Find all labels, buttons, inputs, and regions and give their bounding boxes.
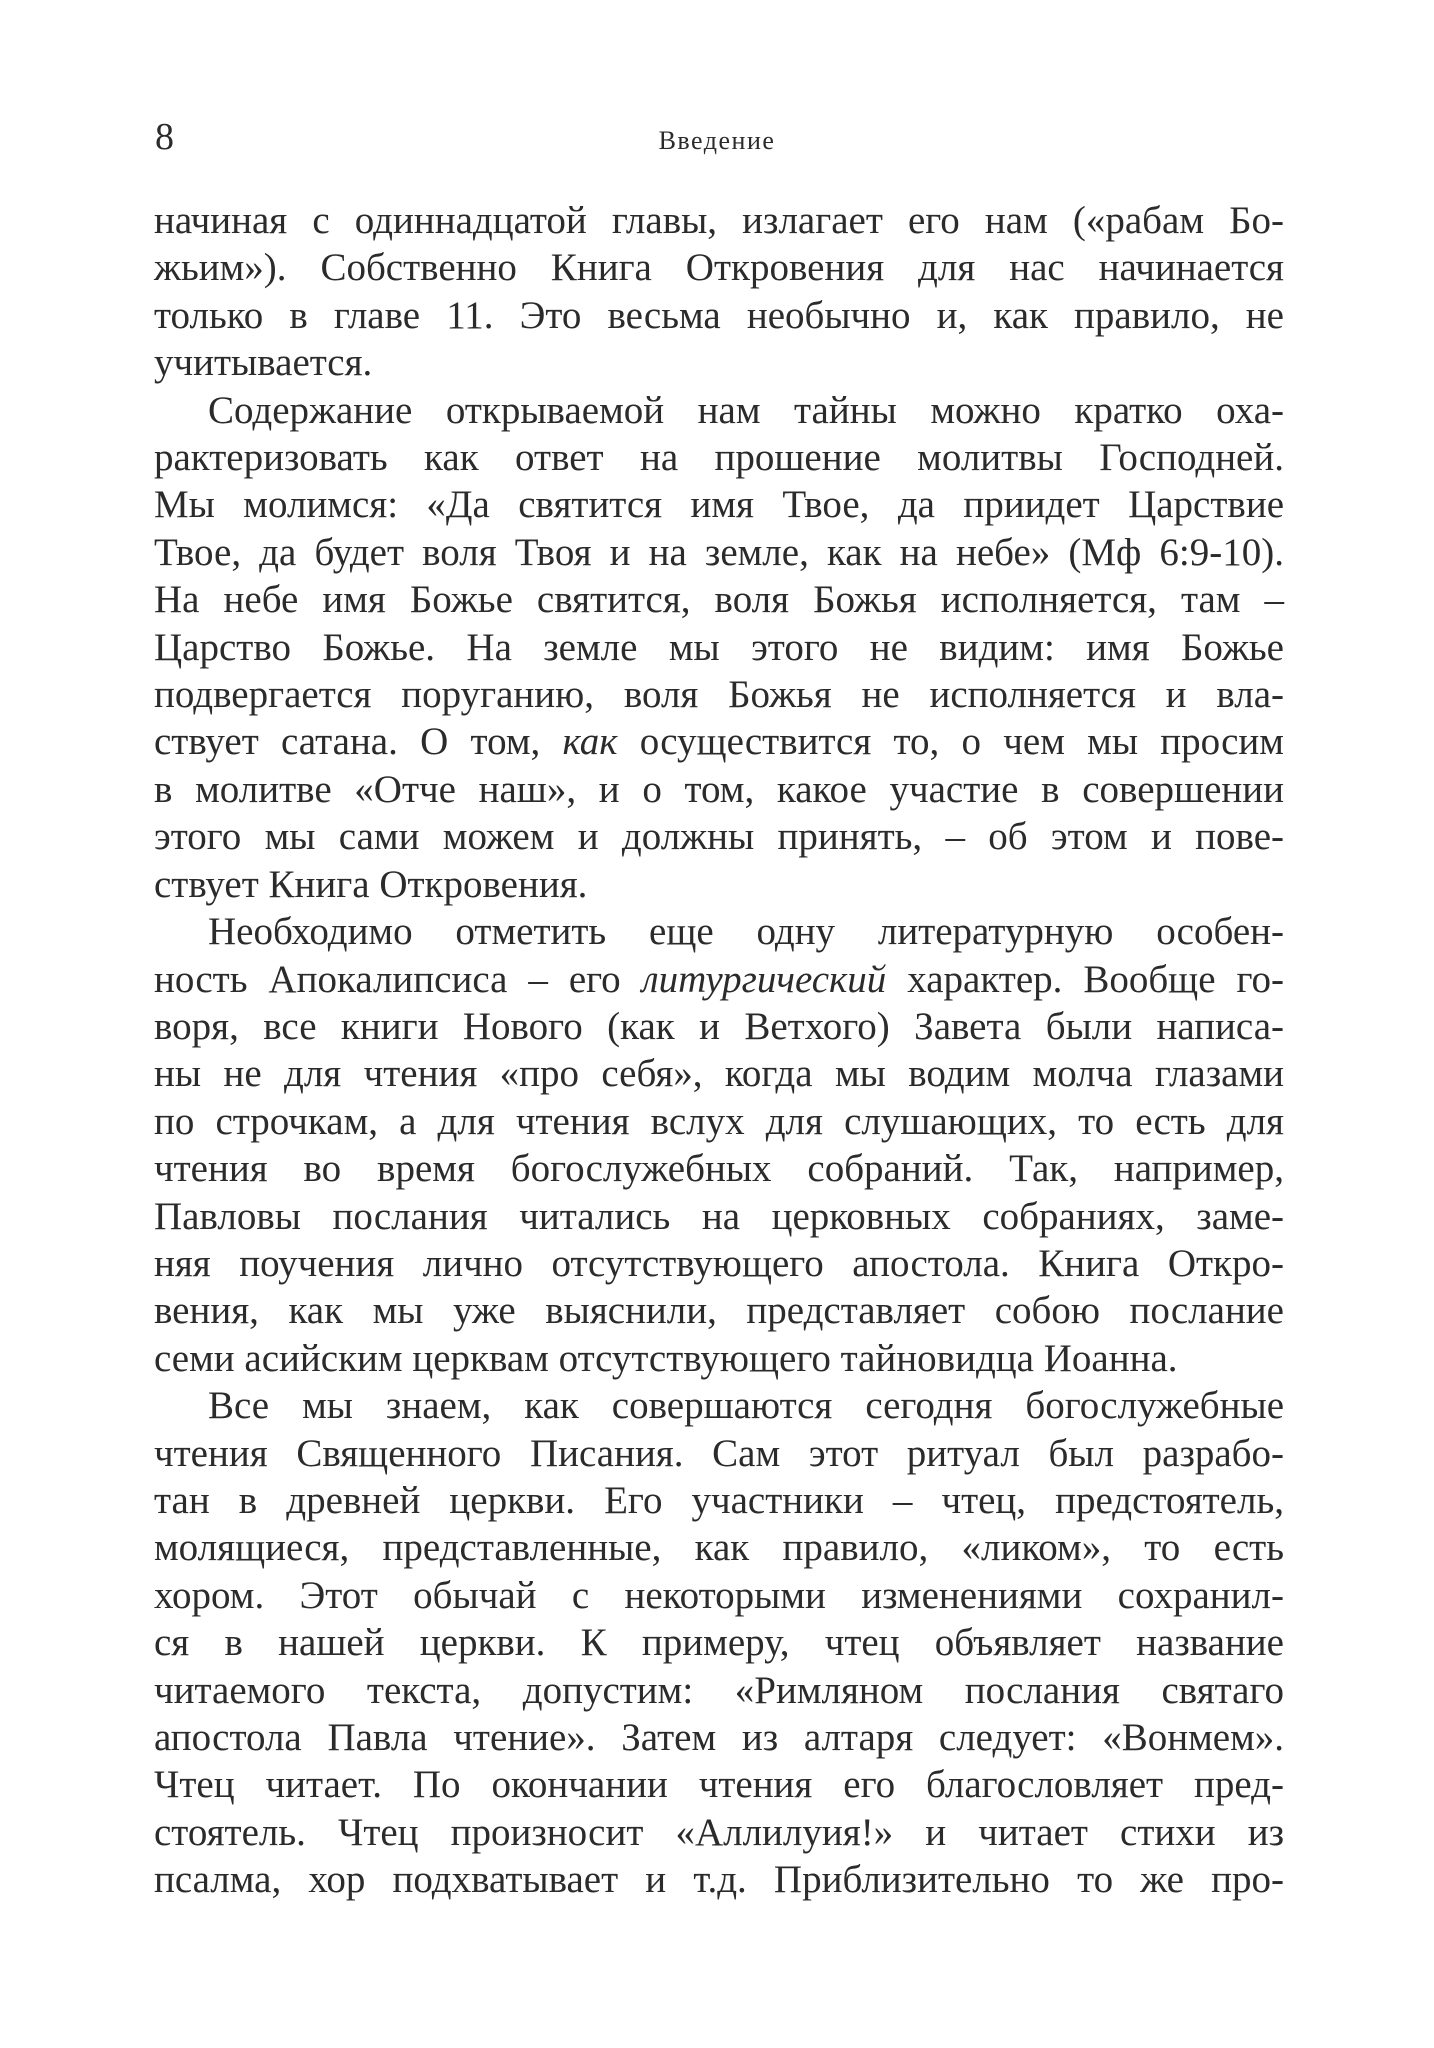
text-line (154, 1809, 1284, 1856)
text-segment: Царство Божье. На земле мы этого не видим: имя Божье (154, 625, 1284, 669)
text-segment: осуществится то, о чем мы просим (617, 720, 1284, 764)
text-segment: учитывается. (154, 341, 373, 385)
text-line (154, 1193, 1284, 1240)
text-segment: Все мы знаем, как совершаются сегодня богослужебные (208, 1384, 1284, 1428)
text-line (154, 1287, 1284, 1334)
text-line (154, 1098, 1284, 1145)
text-line (154, 292, 1284, 339)
text-line (154, 1572, 1284, 1619)
text-segment: ность Апокалипсиса – его (154, 957, 642, 1001)
text-line (154, 1050, 1284, 1097)
text-line (154, 1619, 1284, 1666)
italic-text: как (562, 720, 618, 764)
text-segment: апостола Павла чтение». Затем из алтаря следует: «Вонмем». (154, 1716, 1284, 1759)
running-head: Введение (658, 126, 776, 155)
text-line (154, 1761, 1284, 1808)
text-segment: Чтец читает. По окончании чтения его благословляет пред- (154, 1763, 1284, 1807)
text-segment: семи асийским церквам отсутствующего тайновидца Иоанна. (154, 1336, 1178, 1380)
text-segment: псалма, хор подхватывает и т.д. Приблизительно то же про- (154, 1858, 1284, 1902)
text-line (154, 529, 1284, 576)
text-segment: рактеризовать как ответ на прошение молитвы Господней. (154, 436, 1284, 480)
text-line (154, 766, 1284, 813)
text-line (154, 1430, 1284, 1477)
text-segment: ны не для чтения «про себя», когда мы водим молча глазами (154, 1052, 1284, 1096)
text-line (154, 1667, 1284, 1714)
body-text (154, 197, 1284, 1904)
italic-text: литургический (641, 957, 887, 1001)
text-line (154, 956, 1284, 1003)
text-segment: в молитве «Отче наш», и о том, какое участие в совершении (154, 767, 1284, 811)
text-segment: Твое, да будет воля Твоя и на земле, как на небе» (Мф 6:9-10). (154, 530, 1284, 574)
text-line (154, 1003, 1284, 1050)
text-line (154, 1856, 1284, 1903)
text-segment: ствует сатана. О том, (154, 720, 563, 764)
text-line (154, 434, 1284, 481)
text-segment: стоятель. Чтец произносит «Аллилуия!» и читает стихи из (154, 1810, 1284, 1854)
text-segment: читаемого текста, допустим: «Римляном послания святаго (154, 1668, 1284, 1712)
page-number: 8 (155, 116, 174, 158)
text-line (154, 576, 1284, 623)
text-segment: чтения Священного Писания. Сам этот ритуал был разрабо- (154, 1431, 1284, 1475)
text-line (154, 339, 1284, 386)
text-segment: подвергается поруганию, воля Божья не исполняется и вла- (154, 673, 1284, 717)
text-segment: вения, как мы уже выяснили, представляет собою послание (154, 1289, 1284, 1333)
text-segment: воря, все книги Нового (как и Ветхого) Завета были написа- (154, 1004, 1284, 1048)
text-segment: Необходимо отметить еще одну литературную особен- (208, 910, 1284, 954)
text-segment: начиная с одиннадцатой главы, излагает его нам («рабам Бо- (154, 199, 1284, 242)
text-segment: Мы молимся: «Да святится имя Твое, да приидет Царствие (154, 483, 1284, 527)
text-segment: характер. Вообще го- (886, 957, 1284, 1001)
text-segment: Павловы послания читались на церковных собраниях, заме- (154, 1194, 1284, 1238)
text-line (154, 1477, 1284, 1524)
text-line (154, 1335, 1284, 1382)
text-line (154, 718, 1284, 765)
text-line (154, 481, 1284, 528)
text-line (154, 1382, 1284, 1429)
text-line (154, 624, 1284, 671)
text-line (154, 1240, 1284, 1287)
text-segment: хором. Этот обычай с некоторыми изменениями сохранил- (154, 1573, 1284, 1617)
text-segment: На небе имя Божье святится, воля Божья исполняется, там – (154, 578, 1284, 622)
text-segment: жьим»). Собственно Книга Откровения для нас начинается (154, 246, 1284, 290)
text-line (154, 813, 1284, 860)
text-segment: чтения во время богослужебных собраний. Так, например, (154, 1147, 1284, 1191)
text-line (154, 244, 1284, 291)
text-line (154, 1524, 1284, 1571)
text-segment: по строчкам, а для чтения вслух для слушающих, то есть для (154, 1099, 1284, 1143)
text-segment: этого мы сами можем и должны принять, – об этом и пове- (154, 815, 1284, 859)
text-segment: ствует Книга Откровения. (154, 862, 588, 906)
text-segment: ся в нашей церкви. К примеру, чтец объявляет название (154, 1621, 1284, 1665)
text-line (154, 671, 1284, 718)
text-segment: Содержание открываемой нам тайны можно кратко оха- (208, 388, 1284, 432)
text-line (154, 1714, 1284, 1761)
text-segment: няя поучения лично отсутствующего апостола. Книга Откро- (154, 1241, 1284, 1285)
text-line (154, 1145, 1284, 1192)
text-segment: только в главе 11. Это весьма необычно и, как правило, не (154, 293, 1284, 337)
text-line (154, 387, 1284, 434)
text-segment: молящиеся, представленные, как правило, «ликом», то есть (154, 1526, 1284, 1570)
text-line (154, 861, 1284, 908)
text-segment: тан в древней церкви. Его участники – чтец, предстоятель, (154, 1478, 1284, 1522)
text-line (154, 908, 1284, 955)
text-line (154, 197, 1284, 244)
